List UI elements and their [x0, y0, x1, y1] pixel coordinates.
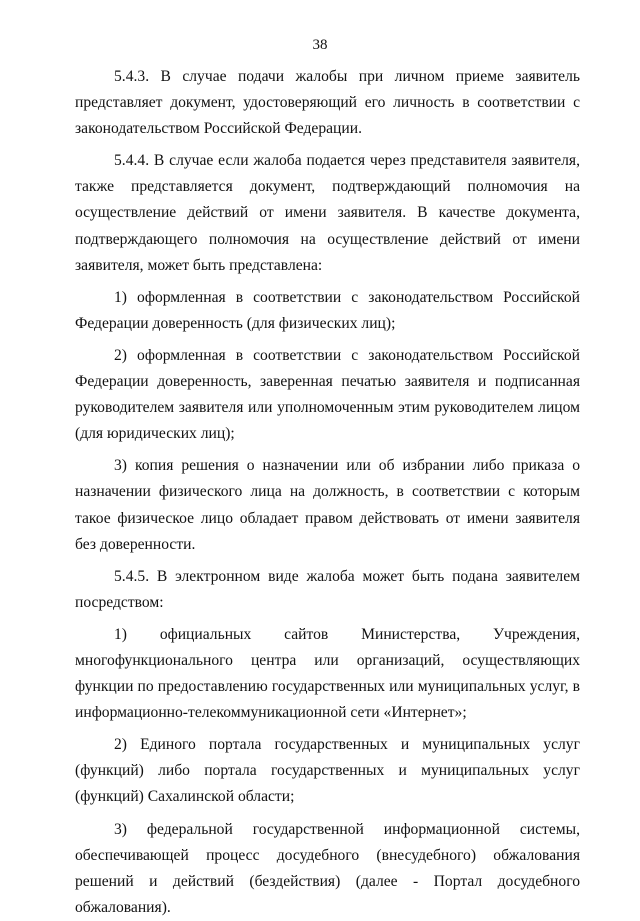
page-number: 38	[312, 37, 328, 53]
paragraph-5-4-5-item-3: 3) федеральной государственной информационной системы, обеспечивающей процесс досудебного (внесудебного) обжалования решений и действий (бездействия) (далее - Портал досудебного обжалования).	[75, 820, 580, 916]
paragraph-5-4-4-item-1: 1) оформленная в соответствии с законодательством Российской Федерации доверенность (для физических лиц);	[75, 288, 580, 332]
document-body	[75, 64, 580, 921]
paragraph-5-4-5: 5.4.5. В электронном виде жалоба может быть подана заявителем посредством:	[75, 567, 580, 611]
paragraph-5-4-4: 5.4.4. В случае если жалоба подается через представителя заявителя, также представляется документ, подтверждающий полномочия на осуществление действий от имени заявителя. В качестве документа, подтверждающего полномочия на осуществление действий от имени заявителя, может быть представлена:	[75, 152, 580, 274]
paragraph-5-4-5-item-2: 2) Единого портала государственных и муниципальных услуг (функций) либо портала государственных и муниципальных услуг (функций) Сахалинской области;	[75, 736, 580, 806]
paragraph-5-4-4-item-2: 2) оформленная в соответствии с законодательством Российской Федерации доверенность, заверенная печатью заявителя и подписанная руководителем заявителя или уполномоченным этим руководителем лицом (для юридических лиц);	[75, 346, 580, 443]
paragraph-5-4-4-item-3: 3) копия решения о назначении или об избрании либо приказа о назначении физического лица на должность, в соответствии с которым такое физическое лицо обладает правом действовать от имени заявителя без доверенности.	[75, 457, 580, 553]
paragraph-5-4-3: 5.4.3. В случае подачи жалобы при личном приеме заявитель представляет документ, удостоверяющий его личность в соответствии с законодательством Российской Федерации.	[75, 68, 580, 138]
paragraph-5-4-5-item-1: 1) официальных сайтов Министерства, Учреждения, многофункционального центра или организаций, осуществляющих функции по предоставлению государственных или муниципальных услуг, в информационно-телекоммуникационной сети «Интернет»;	[75, 625, 580, 722]
